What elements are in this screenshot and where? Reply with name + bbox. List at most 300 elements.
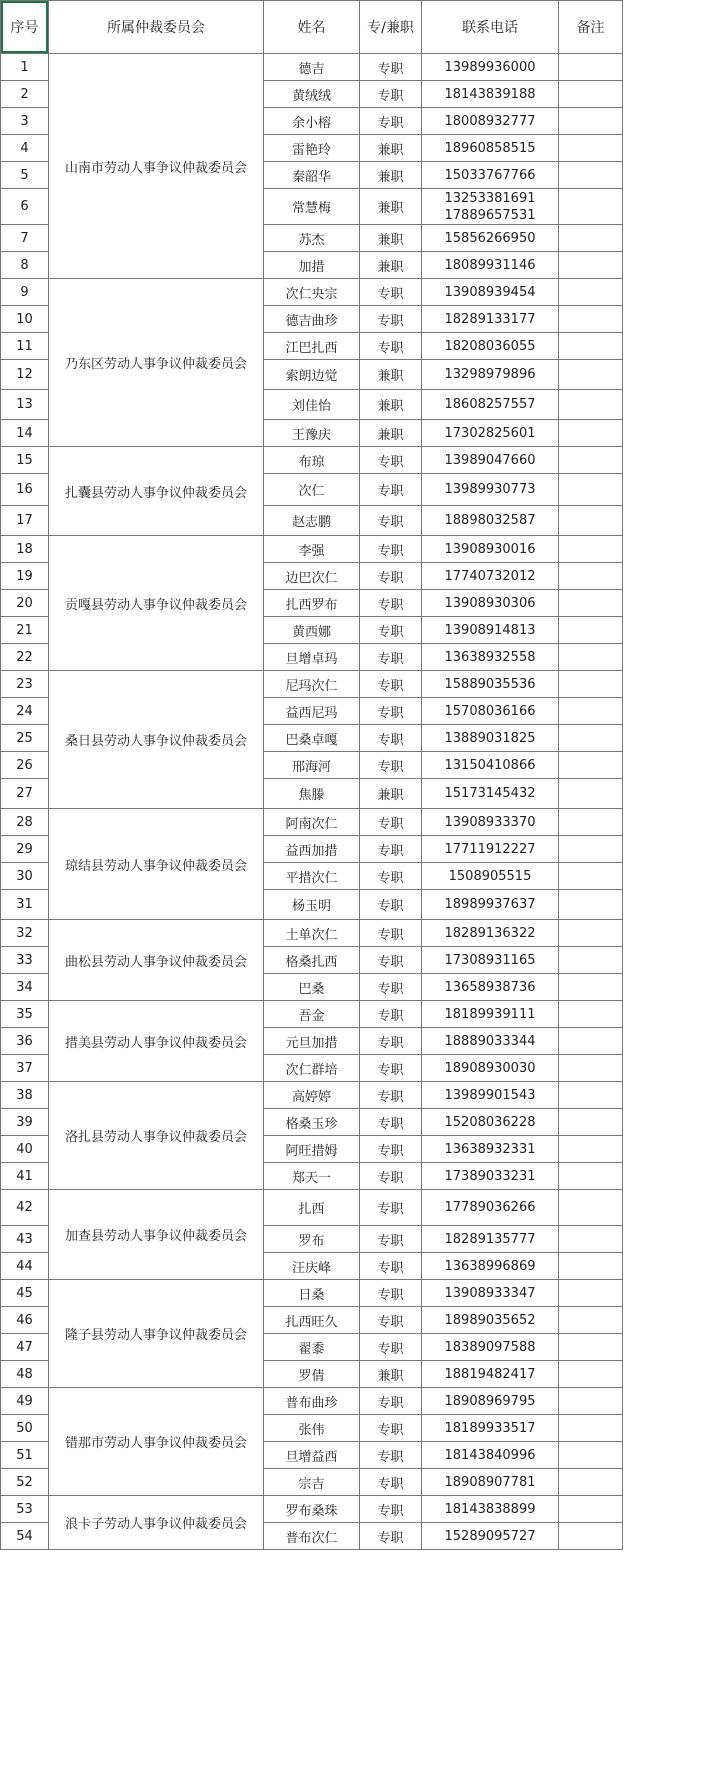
cell-name[interactable]: 德吉 — [264, 54, 360, 81]
cell-note[interactable] — [559, 1469, 623, 1496]
cell-note[interactable] — [559, 333, 623, 360]
cell-note[interactable] — [559, 108, 623, 135]
cell-note[interactable] — [559, 1190, 623, 1226]
cell-seq[interactable]: 24 — [1, 698, 49, 725]
cell-note[interactable] — [559, 725, 623, 752]
cell-seq[interactable]: 4 — [1, 135, 49, 162]
cell-seq[interactable]: 16 — [1, 474, 49, 506]
cell-seq[interactable]: 45 — [1, 1280, 49, 1307]
cell-phone[interactable] — [422, 252, 559, 279]
cell-name[interactable]: 罗布 — [264, 1226, 360, 1253]
cell-note[interactable] — [559, 474, 623, 506]
cell-phone[interactable] — [422, 1163, 559, 1190]
cell-phone[interactable] — [422, 698, 559, 725]
phone-number: 17302825601 — [444, 425, 536, 441]
cell-seq[interactable]: 25 — [1, 725, 49, 752]
cell-seq[interactable]: 38 — [1, 1082, 49, 1109]
cell-seq[interactable]: 1 — [1, 54, 49, 81]
cell-seq[interactable]: 53 — [1, 1496, 49, 1523]
cell-note[interactable] — [559, 644, 623, 671]
cell-type[interactable]: 专职 — [360, 536, 422, 563]
cell-note[interactable] — [559, 1001, 623, 1028]
cell-name[interactable]: 黄绒绒 — [264, 81, 360, 108]
header-name[interactable]: 姓名 — [264, 1, 360, 54]
cell-note[interactable] — [559, 1163, 623, 1190]
cell-seq[interactable]: 50 — [1, 1415, 49, 1442]
cell-phone[interactable] — [422, 890, 559, 920]
cell-phone[interactable] — [422, 671, 559, 698]
header-note[interactable]: 备注 — [559, 1, 623, 54]
cell-phone[interactable] — [422, 474, 559, 506]
cell-note[interactable] — [559, 890, 623, 920]
cell-phone[interactable] — [422, 390, 559, 420]
cell-note[interactable] — [559, 189, 623, 225]
cell-note[interactable] — [559, 1136, 623, 1163]
cell-type[interactable]: 专职 — [360, 506, 422, 536]
cell-type[interactable]: 专职 — [360, 1001, 422, 1028]
cell-seq[interactable]: 10 — [1, 306, 49, 333]
cell-phone[interactable] — [422, 863, 559, 890]
cell-type[interactable]: 专职 — [360, 590, 422, 617]
cell-type[interactable]: 专职 — [360, 563, 422, 590]
cell-phone[interactable] — [422, 506, 559, 536]
phone-number: 15708036166 — [444, 703, 536, 719]
cell-phone[interactable] — [422, 162, 559, 189]
cell-phone[interactable] — [422, 1055, 559, 1082]
cell-name[interactable]: 次仁央宗 — [264, 279, 360, 306]
cell-type[interactable]: 专职 — [360, 809, 422, 836]
cell-note[interactable] — [559, 1028, 623, 1055]
cell-type[interactable]: 专职 — [360, 1226, 422, 1253]
cell-type[interactable]: 专职 — [360, 1028, 422, 1055]
cell-type[interactable]: 兼职 — [360, 1361, 422, 1388]
cell-note[interactable] — [559, 947, 623, 974]
cell-name[interactable]: 秦韶华 — [264, 162, 360, 189]
cell-phone[interactable] — [422, 1415, 559, 1442]
cell-type[interactable]: 专职 — [360, 1253, 422, 1280]
cell-type[interactable]: 专职 — [360, 1415, 422, 1442]
cell-type[interactable]: 专职 — [360, 306, 422, 333]
cell-name[interactable]: 益西尼玛 — [264, 698, 360, 725]
cell-phone[interactable] — [422, 1001, 559, 1028]
cell-type[interactable]: 兼职 — [360, 360, 422, 390]
cell-type[interactable]: 专职 — [360, 1055, 422, 1082]
cell-phone[interactable] — [422, 1334, 559, 1361]
cell-type[interactable]: 兼职 — [360, 162, 422, 189]
cell-name[interactable]: 焦滕 — [264, 779, 360, 809]
cell-name[interactable]: 扎西旺久 — [264, 1307, 360, 1334]
cell-type[interactable]: 专职 — [360, 333, 422, 360]
cell-phone[interactable] — [422, 1361, 559, 1388]
cell-org[interactable]: 洛扎县劳动人事争议仲裁委员会 — [49, 1082, 264, 1190]
cell-seq[interactable]: 18 — [1, 536, 49, 563]
cell-type[interactable]: 专职 — [360, 1334, 422, 1361]
header-org[interactable]: 所属仲裁委员会 — [49, 1, 264, 54]
cell-note[interactable] — [559, 225, 623, 252]
cell-name[interactable]: 罗倩 — [264, 1361, 360, 1388]
phone-number: 13989930773 — [444, 482, 536, 497]
cell-type[interactable]: 专职 — [360, 1496, 422, 1523]
cell-seq[interactable]: 26 — [1, 752, 49, 779]
cell-org[interactable]: 措美县劳动人事争议仲裁委员会 — [49, 1001, 264, 1082]
cell-phone[interactable] — [422, 590, 559, 617]
cell-name[interactable]: 罗布桑珠 — [264, 1496, 360, 1523]
cell-type[interactable]: 兼职 — [360, 135, 422, 162]
header-phone[interactable]: 联系电话 — [422, 1, 559, 54]
cell-note[interactable] — [559, 752, 623, 779]
cell-type[interactable]: 专职 — [360, 863, 422, 890]
cell-seq[interactable]: 35 — [1, 1001, 49, 1028]
cell-seq[interactable]: 33 — [1, 947, 49, 974]
cell-note[interactable] — [559, 1055, 623, 1082]
cell-note[interactable] — [559, 1334, 623, 1361]
cell-note[interactable] — [559, 974, 623, 1001]
cell-seq[interactable]: 12 — [1, 360, 49, 390]
cell-note[interactable] — [559, 54, 623, 81]
cell-org[interactable]: 桑日县劳动人事争议仲裁委员会 — [49, 671, 264, 809]
cell-phone[interactable] — [422, 1388, 559, 1415]
cell-note[interactable] — [559, 1496, 623, 1523]
cell-type[interactable]: 专职 — [360, 836, 422, 863]
cell-phone[interactable] — [422, 1442, 559, 1469]
cell-note[interactable] — [559, 1280, 623, 1307]
cell-name[interactable]: 汪庆峰 — [264, 1253, 360, 1280]
cell-note[interactable] — [559, 162, 623, 189]
cell-seq[interactable]: 17 — [1, 506, 49, 536]
cell-phone[interactable] — [422, 536, 559, 563]
cell-seq[interactable]: 37 — [1, 1055, 49, 1082]
cell-name[interactable]: 旦增益西 — [264, 1442, 360, 1469]
cell-name[interactable]: 平措次仁 — [264, 863, 360, 890]
cell-phone[interactable] — [422, 447, 559, 474]
cell-name[interactable]: 土单次仁 — [264, 920, 360, 947]
cell-name[interactable]: 德吉曲珍 — [264, 306, 360, 333]
cell-name[interactable]: 巴桑 — [264, 974, 360, 1001]
cell-seq[interactable]: 30 — [1, 863, 49, 890]
cell-name[interactable]: 扎西 — [264, 1190, 360, 1226]
cell-org[interactable]: 扎囊县劳动人事争议仲裁委员会 — [49, 447, 264, 536]
cell-type[interactable]: 专职 — [360, 1109, 422, 1136]
cell-type[interactable]: 专职 — [360, 1307, 422, 1334]
cell-note[interactable] — [559, 590, 623, 617]
header-type[interactable]: 专/兼职 — [360, 1, 422, 54]
cell-type[interactable]: 专职 — [360, 1163, 422, 1190]
cell-seq[interactable]: 39 — [1, 1109, 49, 1136]
cell-seq[interactable]: 32 — [1, 920, 49, 947]
cell-phone[interactable] — [422, 360, 559, 390]
cell-type[interactable]: 专职 — [360, 1280, 422, 1307]
cell-phone[interactable] — [422, 1136, 559, 1163]
cell-seq[interactable]: 48 — [1, 1361, 49, 1388]
cell-note[interactable] — [559, 1082, 623, 1109]
cell-seq[interactable]: 13 — [1, 390, 49, 420]
cell-type[interactable]: 专职 — [360, 671, 422, 698]
cell-name[interactable]: 元旦加措 — [264, 1028, 360, 1055]
cell-type[interactable]: 专职 — [360, 54, 422, 81]
cell-name[interactable]: 杨玉明 — [264, 890, 360, 920]
cell-seq[interactable]: 43 — [1, 1226, 49, 1253]
cell-phone[interactable] — [422, 54, 559, 81]
cell-type[interactable]: 专职 — [360, 447, 422, 474]
cell-name[interactable]: 普布曲珍 — [264, 1388, 360, 1415]
cell-type[interactable]: 专职 — [360, 698, 422, 725]
phone-number: 18908907781 — [444, 1474, 536, 1490]
cell-phone[interactable] — [422, 1190, 559, 1226]
cell-phone[interactable] — [422, 1226, 559, 1253]
cell-type[interactable]: 专职 — [360, 725, 422, 752]
cell-phone[interactable] — [422, 752, 559, 779]
cell-type[interactable]: 兼职 — [360, 189, 422, 225]
cell-phone[interactable] — [422, 279, 559, 306]
cell-note[interactable] — [559, 279, 623, 306]
cell-name[interactable]: 赵志鹏 — [264, 506, 360, 536]
cell-note[interactable] — [559, 360, 623, 390]
cell-seq[interactable]: 20 — [1, 590, 49, 617]
cell-org[interactable]: 琼结县劳动人事争议仲裁委员会 — [49, 809, 264, 920]
cell-phone[interactable] — [422, 725, 559, 752]
cell-seq[interactable]: 47 — [1, 1334, 49, 1361]
cell-name[interactable]: 次仁群培 — [264, 1055, 360, 1082]
cell-note[interactable] — [559, 1307, 623, 1334]
cell-note[interactable] — [559, 506, 623, 536]
cell-phone[interactable] — [422, 1307, 559, 1334]
cell-note[interactable] — [559, 920, 623, 947]
cell-type[interactable]: 专职 — [360, 1469, 422, 1496]
cell-note[interactable] — [559, 617, 623, 644]
cell-note[interactable] — [559, 1109, 623, 1136]
cell-type[interactable]: 专职 — [360, 947, 422, 974]
cell-org[interactable]: 错那市劳动人事争议仲裁委员会 — [49, 1388, 264, 1496]
cell-note[interactable] — [559, 390, 623, 420]
cell-name[interactable]: 格桑扎西 — [264, 947, 360, 974]
cell-phone[interactable] — [422, 135, 559, 162]
cell-name[interactable]: 常慧梅 — [264, 189, 360, 225]
cell-phone[interactable] — [422, 1082, 559, 1109]
cell-name[interactable]: 余小榕 — [264, 108, 360, 135]
cell-type[interactable]: 专职 — [360, 474, 422, 506]
cell-name[interactable]: 普布次仁 — [264, 1523, 360, 1550]
cell-note[interactable] — [559, 536, 623, 563]
table-row — [1, 920, 623, 947]
cell-phone[interactable] — [422, 1496, 559, 1523]
cell-note[interactable] — [559, 809, 623, 836]
cell-phone[interactable] — [422, 974, 559, 1001]
cell-seq[interactable]: 21 — [1, 617, 49, 644]
cell-type[interactable]: 专职 — [360, 1190, 422, 1226]
cell-phone[interactable] — [422, 333, 559, 360]
cell-seq[interactable]: 9 — [1, 279, 49, 306]
cell-seq[interactable]: 44 — [1, 1253, 49, 1280]
cell-phone[interactable] — [422, 420, 559, 447]
cell-note[interactable] — [559, 1523, 623, 1550]
phone-number: 13908933370 — [444, 814, 536, 830]
cell-name[interactable]: 黄西娜 — [264, 617, 360, 644]
cell-name[interactable]: 吾金 — [264, 1001, 360, 1028]
cell-seq[interactable]: 15 — [1, 447, 49, 474]
cell-type[interactable]: 兼职 — [360, 779, 422, 809]
cell-name[interactable]: 高婷婷 — [264, 1082, 360, 1109]
cell-org[interactable]: 曲松县劳动人事争议仲裁委员会 — [49, 920, 264, 1001]
cell-name[interactable]: 加措 — [264, 252, 360, 279]
cell-name[interactable]: 边巴次仁 — [264, 563, 360, 590]
cell-name[interactable]: 刘佳怡 — [264, 390, 360, 420]
cell-phone[interactable] — [422, 563, 559, 590]
cell-name[interactable]: 旦增卓玛 — [264, 644, 360, 671]
cell-org[interactable]: 隆子县劳动人事争议仲裁委员会 — [49, 1280, 264, 1388]
cell-seq[interactable]: 51 — [1, 1442, 49, 1469]
cell-type[interactable]: 兼职 — [360, 390, 422, 420]
cell-name[interactable]: 李强 — [264, 536, 360, 563]
cell-type[interactable]: 专职 — [360, 1523, 422, 1550]
cell-seq[interactable]: 29 — [1, 836, 49, 863]
cell-note[interactable] — [559, 1388, 623, 1415]
cell-phone[interactable] — [422, 1280, 559, 1307]
cell-seq[interactable]: 46 — [1, 1307, 49, 1334]
phone-number: 18143838899 — [444, 1501, 536, 1517]
cell-note[interactable] — [559, 252, 623, 279]
cell-name[interactable]: 邢海河 — [264, 752, 360, 779]
cell-type[interactable]: 专职 — [360, 1442, 422, 1469]
cell-seq[interactable]: 8 — [1, 252, 49, 279]
cell-phone[interactable] — [422, 617, 559, 644]
cell-seq[interactable]: 5 — [1, 162, 49, 189]
cell-name[interactable]: 巴桑卓嘎 — [264, 725, 360, 752]
cell-seq[interactable]: 14 — [1, 420, 49, 447]
cell-org[interactable]: 乃东区劳动人事争议仲裁委员会 — [49, 279, 264, 447]
cell-org[interactable]: 山南市劳动人事争议仲裁委员会 — [49, 54, 264, 279]
cell-type[interactable]: 专职 — [360, 81, 422, 108]
cell-seq[interactable]: 34 — [1, 974, 49, 1001]
cell-seq[interactable]: 41 — [1, 1163, 49, 1190]
cell-seq[interactable]: 19 — [1, 563, 49, 590]
cell-phone[interactable] — [422, 1469, 559, 1496]
cell-name[interactable]: 日桑 — [264, 1280, 360, 1307]
cell-phone[interactable] — [422, 81, 559, 108]
cell-seq[interactable]: 40 — [1, 1136, 49, 1163]
cell-name[interactable]: 格桑玉珍 — [264, 1109, 360, 1136]
cell-note[interactable] — [559, 81, 623, 108]
cell-name[interactable]: 江巴扎西 — [264, 333, 360, 360]
cell-note[interactable] — [559, 306, 623, 333]
cell-phone[interactable] — [422, 779, 559, 809]
cell-name[interactable]: 宗吉 — [264, 1469, 360, 1496]
cell-note[interactable] — [559, 1253, 623, 1280]
cell-seq[interactable]: 42 — [1, 1190, 49, 1226]
cell-phone[interactable] — [422, 108, 559, 135]
cell-type[interactable]: 专职 — [360, 108, 422, 135]
cell-seq[interactable]: 11 — [1, 333, 49, 360]
phone-number: 13638996869 — [444, 1258, 536, 1274]
cell-note[interactable] — [559, 863, 623, 890]
cell-type[interactable]: 专职 — [360, 890, 422, 920]
cell-name[interactable]: 次仁 — [264, 474, 360, 506]
cell-name[interactable]: 苏杰 — [264, 225, 360, 252]
cell-name[interactable]: 索朗边觉 — [264, 360, 360, 390]
cell-name[interactable]: 雷艳玲 — [264, 135, 360, 162]
cell-seq[interactable]: 31 — [1, 890, 49, 920]
cell-phone[interactable] — [422, 1109, 559, 1136]
cell-name[interactable]: 扎西罗布 — [264, 590, 360, 617]
cell-type[interactable]: 专职 — [360, 279, 422, 306]
cell-note[interactable] — [559, 698, 623, 725]
cell-note[interactable] — [559, 671, 623, 698]
cell-seq[interactable]: 36 — [1, 1028, 49, 1055]
phone-number: 15208036228 — [444, 1114, 536, 1130]
cell-name[interactable]: 益西加措 — [264, 836, 360, 863]
cell-name[interactable]: 翟黍 — [264, 1334, 360, 1361]
cell-name[interactable]: 郑天一 — [264, 1163, 360, 1190]
cell-seq[interactable]: 52 — [1, 1469, 49, 1496]
cell-phone[interactable] — [422, 836, 559, 863]
cell-seq[interactable]: 6 — [1, 189, 49, 225]
cell-name[interactable]: 布琼 — [264, 447, 360, 474]
cell-note[interactable] — [559, 563, 623, 590]
cell-note[interactable] — [559, 420, 623, 447]
cell-phone[interactable] — [422, 189, 559, 225]
cell-name[interactable]: 张伟 — [264, 1415, 360, 1442]
cell-type[interactable]: 专职 — [360, 644, 422, 671]
cell-type[interactable]: 兼职 — [360, 252, 422, 279]
phone-number: 15033767766 — [444, 167, 536, 183]
cell-seq[interactable]: 28 — [1, 809, 49, 836]
cell-phone[interactable] — [422, 809, 559, 836]
cell-note[interactable] — [559, 135, 623, 162]
cell-seq[interactable]: 2 — [1, 81, 49, 108]
cell-phone[interactable] — [422, 1253, 559, 1280]
cell-phone[interactable] — [422, 1028, 559, 1055]
header-seq[interactable]: 序号 — [1, 1, 49, 54]
cell-org[interactable]: 加查县劳动人事争议仲裁委员会 — [49, 1190, 264, 1280]
cell-type[interactable]: 专职 — [360, 1388, 422, 1415]
cell-phone[interactable] — [422, 644, 559, 671]
cell-type[interactable]: 专职 — [360, 974, 422, 1001]
cell-note[interactable] — [559, 836, 623, 863]
cell-seq[interactable]: 27 — [1, 779, 49, 809]
cell-type[interactable]: 兼职 — [360, 420, 422, 447]
cell-name[interactable]: 阿旺措姆 — [264, 1136, 360, 1163]
cell-note[interactable] — [559, 779, 623, 809]
cell-phone[interactable] — [422, 225, 559, 252]
cell-seq[interactable]: 7 — [1, 225, 49, 252]
cell-type[interactable]: 专职 — [360, 1136, 422, 1163]
cell-type[interactable]: 专职 — [360, 752, 422, 779]
cell-type[interactable]: 兼职 — [360, 225, 422, 252]
cell-type[interactable]: 专职 — [360, 617, 422, 644]
cell-org[interactable]: 浪卡子劳动人事争议仲裁委员会 — [49, 1496, 264, 1550]
cell-note[interactable] — [559, 1442, 623, 1469]
cell-name[interactable]: 阿南次仁 — [264, 809, 360, 836]
cell-seq[interactable]: 49 — [1, 1388, 49, 1415]
table-row — [1, 54, 623, 81]
cell-phone[interactable] — [422, 306, 559, 333]
cell-note[interactable] — [559, 1361, 623, 1388]
cell-phone[interactable] — [422, 947, 559, 974]
cell-type[interactable]: 专职 — [360, 920, 422, 947]
cell-seq[interactable]: 22 — [1, 644, 49, 671]
cell-org[interactable]: 贡嘎县劳动人事争议仲裁委员会 — [49, 536, 264, 671]
cell-type[interactable]: 专职 — [360, 1082, 422, 1109]
cell-seq[interactable]: 23 — [1, 671, 49, 698]
cell-name[interactable]: 尼玛次仁 — [264, 671, 360, 698]
cell-name[interactable]: 王豫庆 — [264, 420, 360, 447]
cell-note[interactable] — [559, 447, 623, 474]
cell-note[interactable] — [559, 1415, 623, 1442]
cell-note[interactable] — [559, 1226, 623, 1253]
cell-phone[interactable] — [422, 920, 559, 947]
cell-seq[interactable]: 3 — [1, 108, 49, 135]
cell-seq[interactable]: 54 — [1, 1523, 49, 1550]
cell-phone[interactable] — [422, 1523, 559, 1550]
